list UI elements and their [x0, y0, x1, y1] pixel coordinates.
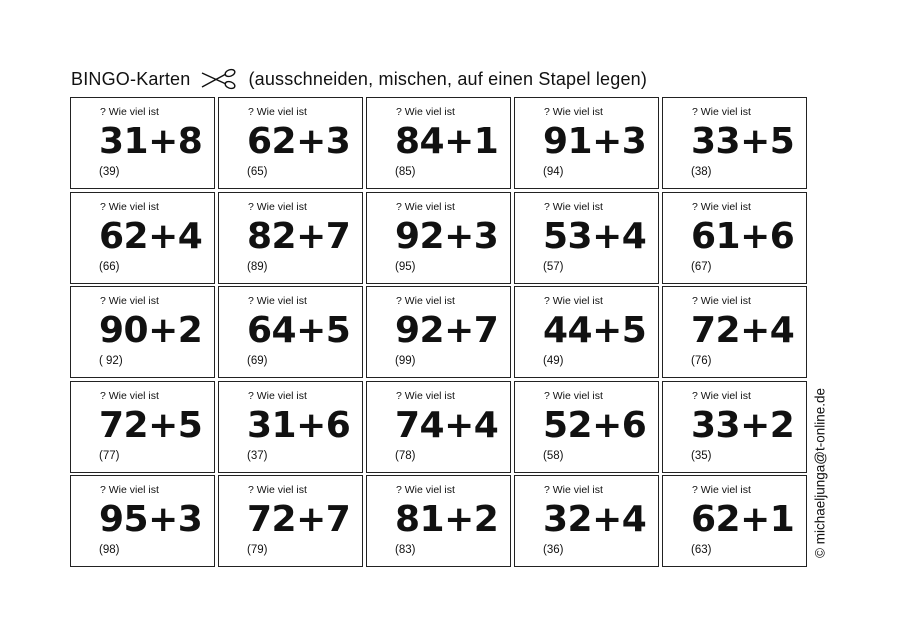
card-expression: 82+7	[247, 215, 351, 257]
card-question: ? Wie viel ist	[544, 295, 603, 307]
bingo-card	[514, 286, 659, 378]
card-answer: (77)	[99, 449, 120, 462]
card-expression: 62+1	[691, 499, 795, 540]
card-answer: (57)	[543, 260, 564, 273]
card-answer: (85)	[395, 166, 416, 178]
bingo-card	[662, 97, 807, 189]
card-answer: (78)	[395, 449, 416, 462]
bingo-card	[514, 475, 659, 567]
card-expression: 90+2	[99, 310, 203, 351]
bingo-card	[662, 286, 807, 378]
card-answer: (98)	[99, 544, 120, 556]
card-expression: 92+3	[395, 215, 499, 257]
card-expression: 31+6	[247, 404, 351, 446]
card-answer: (66)	[99, 260, 120, 273]
bingo-card	[70, 475, 215, 567]
card-expression: 91+3	[543, 121, 647, 162]
card-expression: 64+5	[247, 310, 351, 351]
card-question: ? Wie viel ist	[100, 389, 159, 402]
card-expression: 84+1	[395, 121, 499, 162]
card-question: ? Wie viel ist	[692, 389, 751, 402]
bingo-card	[366, 475, 511, 567]
card-answer: (83)	[395, 544, 416, 556]
bingo-card-grid	[70, 97, 810, 567]
card-answer: (94)	[543, 166, 564, 178]
card-question: ? Wie viel ist	[100, 484, 159, 496]
card-answer: (36)	[543, 544, 564, 556]
card-question: ? Wie viel ist	[248, 389, 307, 402]
card-expression: 61+6	[691, 215, 795, 257]
card-expression: 32+4	[543, 499, 647, 540]
bingo-card	[366, 381, 511, 473]
card-question: ? Wie viel ist	[248, 200, 307, 213]
bingo-card	[366, 97, 511, 189]
card-answer: (99)	[395, 355, 416, 367]
card-question: ? Wie viel ist	[396, 389, 455, 402]
card-expression: 72+5	[99, 404, 203, 446]
bingo-card	[218, 475, 363, 567]
card-question: ? Wie viel ist	[396, 484, 455, 496]
card-expression: 74+4	[395, 404, 499, 446]
card-question: ? Wie viel ist	[544, 200, 603, 213]
card-answer: (63)	[691, 544, 712, 556]
card-expression: 31+8	[99, 121, 203, 162]
bingo-card	[662, 475, 807, 567]
bingo-card	[70, 381, 215, 473]
card-expression: 72+4	[691, 310, 795, 351]
bingo-card	[662, 192, 807, 284]
page-title: BINGO-Karten	[71, 68, 191, 89]
card-question: ? Wie viel ist	[248, 106, 307, 118]
card-expression: 72+7	[247, 499, 351, 540]
copyright-notice	[809, 377, 831, 569]
card-question: ? Wie viel ist	[692, 106, 751, 118]
card-question: ? Wie viel ist	[100, 200, 159, 213]
card-answer: (49)	[543, 355, 564, 367]
bingo-card	[514, 381, 659, 473]
card-expression: 95+3	[99, 499, 203, 540]
card-expression: 53+4	[543, 215, 647, 257]
card-answer: ( 92)	[99, 355, 123, 367]
bingo-card	[514, 97, 659, 189]
card-expression: 92+7	[395, 310, 499, 351]
card-answer: (76)	[691, 355, 712, 367]
scissors-icon	[200, 68, 238, 90]
card-question: ? Wie viel ist	[692, 295, 751, 307]
card-answer: (37)	[247, 449, 268, 462]
card-answer: (95)	[395, 260, 416, 273]
instructions-text: (ausschneiden, mischen, auf einen Stapel legen)	[248, 68, 648, 89]
card-question: ? Wie viel ist	[692, 484, 751, 496]
card-answer: (35)	[691, 449, 712, 462]
card-answer: (65)	[247, 166, 268, 178]
card-question: ? Wie viel ist	[544, 389, 603, 402]
card-question: ? Wie viel ist	[396, 200, 455, 213]
card-question: ? Wie viel ist	[544, 106, 603, 118]
card-answer: (89)	[247, 260, 268, 273]
card-question: ? Wie viel ist	[396, 295, 455, 307]
card-answer: (79)	[247, 544, 268, 556]
card-expression: 33+2	[691, 404, 795, 446]
card-question: ? Wie viel ist	[396, 106, 455, 118]
page-header	[71, 66, 647, 92]
bingo-card	[662, 381, 807, 473]
card-expression: 62+3	[247, 121, 351, 162]
card-answer: (58)	[543, 449, 564, 462]
bingo-card	[70, 192, 215, 284]
bingo-card	[514, 192, 659, 284]
bingo-card	[218, 286, 363, 378]
card-expression: 62+4	[99, 215, 203, 257]
card-expression: 81+2	[395, 499, 499, 540]
bingo-card	[70, 286, 215, 378]
card-answer: (39)	[99, 166, 120, 178]
card-expression: 33+5	[691, 121, 795, 162]
card-question: ? Wie viel ist	[248, 295, 307, 307]
card-answer: (67)	[691, 260, 712, 273]
bingo-card	[366, 192, 511, 284]
card-question: ? Wie viel ist	[100, 106, 159, 118]
card-question: ? Wie viel ist	[544, 484, 603, 496]
bingo-card	[218, 381, 363, 473]
card-answer: (69)	[247, 355, 268, 367]
card-question: ? Wie viel ist	[692, 200, 751, 213]
bingo-card	[70, 97, 215, 189]
bingo-card	[366, 286, 511, 378]
card-expression: 52+6	[543, 404, 647, 446]
card-question: ? Wie viel ist	[248, 484, 307, 496]
copyright-text: © michaeljunga@t-online.de	[812, 388, 828, 558]
card-answer: (38)	[691, 166, 712, 178]
card-expression: 44+5	[543, 310, 647, 351]
card-question: ? Wie viel ist	[100, 295, 159, 307]
bingo-card	[218, 97, 363, 189]
bingo-card	[218, 192, 363, 284]
